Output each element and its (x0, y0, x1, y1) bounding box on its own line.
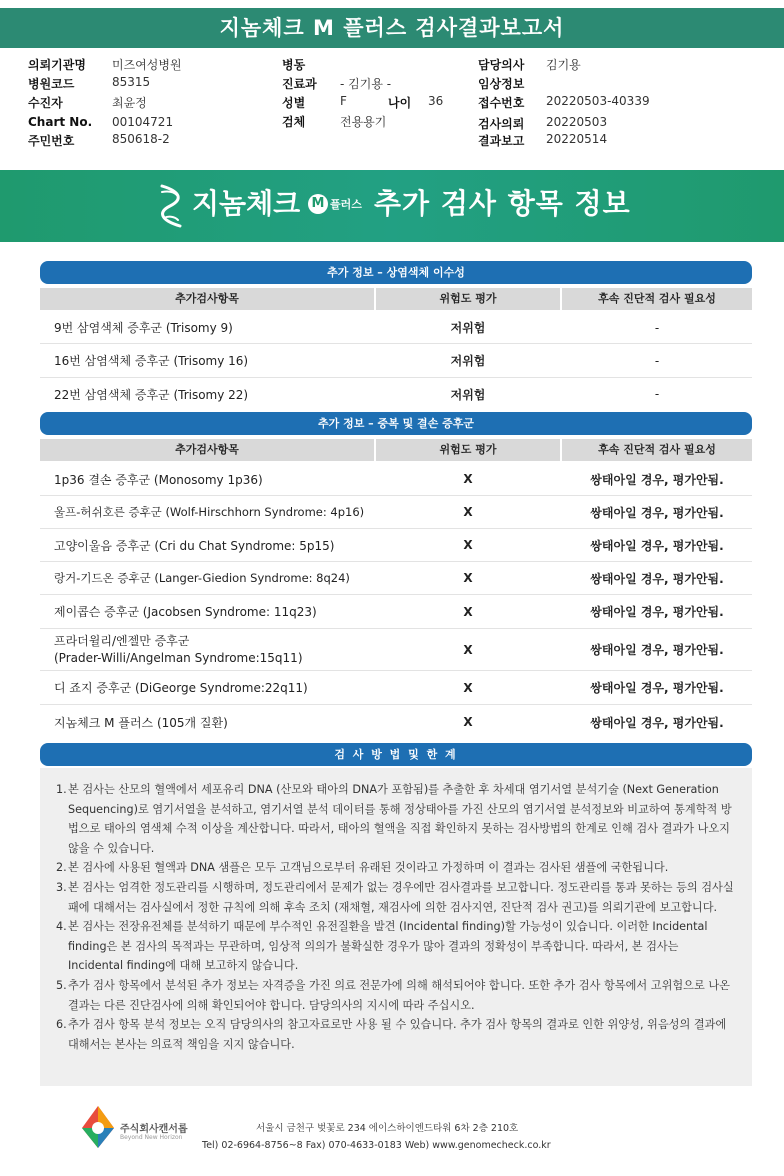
dept-label: 진료과 (282, 77, 317, 91)
row-followup: 쌍태아일 경우, 평가안됨. (590, 605, 724, 619)
chart-label: Chart No. (28, 115, 93, 129)
method-item: 4. 본 검사는 전장유전체를 분석하기 때문에 부수적인 유전질환을 발견 (Incidental finding)할 가능성이 있습니다. 이러한 Incidental finding은 본 검사의 목적과는 무관하며, 임상적 의의가 불확실한 경우가 많아 결과의 정확성이 부족합니다. 따라서, 본 검사는 Incidental finding에 대해 보고하지 않습니다. (56, 920, 708, 973)
row-item-sub: (Prader-Willi/Angelman Syndrome:15q11) (54, 650, 303, 665)
row-item: 22번 삼염색체 증후군 (Trisomy 22) (54, 387, 249, 402)
patient-info (0, 56, 784, 152)
row-risk: X (463, 571, 473, 585)
row-risk: X (463, 680, 473, 695)
resident-label: 주민번호 (28, 134, 75, 148)
row-followup: 쌍태아일 경우, 평가안됨. (590, 538, 724, 553)
table-row (40, 312, 752, 344)
method-item: 2. 본 검사에 사용된 혈액과 DNA 샘플은 모두 고객님으로부터 유래된 것이라고 가정하며 이 결과는 검사된 샘플에 국한됩니다. (56, 861, 669, 875)
report-date-label: 결과보고 (478, 134, 525, 148)
row-risk: X (463, 715, 473, 729)
header-item: 추가검사항목 (175, 292, 239, 305)
method-item: 5. 추가 검사 항목에서 분석된 추가 정보는 자격증을 가진 의료 전문가에 의해 해석되어야 합니다. 또한 추가 검사 항목에서 고위험으로 나온 결과는 다른 진단검사에 의해 확인되어야 합니다. 담당의사의 지시에 따라 주십시오. (56, 978, 730, 1012)
receipt-label: 접수번호 (478, 96, 525, 110)
sex-label: 성별 (282, 96, 306, 110)
method-item: 3. 본 검사는 엄격한 정도관리를 시행하며, 정도관리에서 문제가 없는 경우에만 검사결과를 보고합니다. 정도관리를 통과 못하는 등의 검사실패에 대해서는 검사실에서 정한 규칙에 의해 후속 조치 (재채혈, 재검사에 의한 검사지연, 진단적 검사 권고)를 의뢰기관에 보고합니다. (56, 880, 734, 914)
receipt-value: 20220503-40339 (546, 94, 650, 108)
chart-value: 00104721 (112, 115, 174, 129)
row-item: 제이콥슨 증후군 (Jacobsen Syndrome: 11q23) (54, 605, 317, 619)
row-followup: 쌍태아일 경우, 평가안됨. (590, 505, 724, 520)
row-followup: - (654, 387, 660, 401)
header-risk: 위험도 평가 (439, 292, 497, 305)
report-title: 지놈체크 M 플러스 검사결과보고서 (0, 8, 784, 48)
ward-label: 병동 (282, 58, 306, 72)
section1-title: 추가 정보 – 상염색체 이수성 (40, 261, 752, 284)
row-item: 고양이울음 증후군 (Cri du Chat Syndrome: 5p15) (54, 538, 335, 553)
methods-list (40, 768, 752, 1054)
table-row (40, 496, 752, 529)
header-followup: 후속 진단적 검사 필요성 (598, 443, 716, 456)
doctor-value: 김기용 (546, 58, 581, 72)
table-row (40, 378, 752, 410)
row-risk: X (463, 604, 473, 619)
table-row (40, 463, 752, 496)
method-item: 6. 추가 검사 항목 분석 정보는 오직 담당의사의 참고자료로만 사용 될 수 있습니다. 추가 검사 항목의 결과로 인한 위양성, 위음성의 결과에 대해서는 본사는 의료적 책임을 지지 않습니다. (56, 1018, 727, 1051)
row-risk: X (463, 538, 473, 552)
row-risk: X (463, 472, 473, 486)
request-label: 검사의뢰 (478, 117, 525, 131)
method-text: 추가 검사 항목에서 분석된 추가 정보는 자격증을 가진 의료 전문가에 의해 해석되어야 합니다. 또한 추가 검사 항목에서 고위험으로 나온 결과는 다른 진단검사에 의해 확인되어야 합니다. 담당의사의 지시에 따라 주십시오. (68, 978, 730, 1012)
method-item: 1. 본 검사는 산모의 혈액에서 세포유리 DNA (산모와 태아의 DNA가 포함됨)를 추출한 후 차세대 염기서열 분석기술 (Next Generation Sequencing)로 염기서열을 분석하고, 염기서열 분석 데이터를 통해 정상태아를 가진 산모의 염기서열 분석정보와 비교하여 통계학적 방법으로 태아의 염색체 수적 이상을 계산합니다. 따라서, 태아의 혈액을 직접 확인하지 못하는 검사방법의 한계로 인해 검사 결과가 나오지 않을 수 있습니다. (56, 783, 732, 855)
specimen-value: 전용용기 (340, 115, 387, 129)
age-label: 나이 (388, 96, 412, 110)
methods-box (40, 768, 752, 1086)
method-text: 본 검사는 엄격한 정도관리를 시행하며, 정도관리에서 문제가 없는 경우에만 검사결과를 보고합니다. 정도관리를 통과 못하는 등의 검사실패에 대해서는 검사실에서 정한 규칙에 의해 후속 조치 (재채혈, 재검사에 의한 검사지연, 진단적 검사 권고)를 의뢰기관에 보고합니다. (68, 880, 734, 914)
row-followup: 쌍태아일 경우, 평가안됨. (590, 571, 724, 586)
request-value: 20220503 (546, 115, 608, 129)
method-text: 추가 검사 항목 분석 정보는 오직 담당의사의 참고자료로만 사용 될 수 있습니다. 추가 검사 항목의 결과로 인한 위양성, 위음성의 결과에 대해서는 본사는 의료적 책임을 지지 않습니다. (68, 1018, 727, 1051)
row-followup: - (654, 353, 660, 368)
banner-brand: 지놈체크 (192, 187, 301, 220)
company-tagline: Beyond New Horizon (120, 1134, 183, 1141)
company-name: 주식회사캔서롭 (120, 1124, 188, 1135)
row-risk: 저위험 (450, 321, 486, 335)
banner-m-badge: M (308, 194, 328, 214)
resident-value: 850618-2 (112, 132, 170, 146)
row-item: 디 죠지 증후군 (DiGeorge Syndrome:22q11) (54, 681, 308, 695)
table-row (40, 344, 752, 378)
patient-label: 수진자 (28, 96, 63, 110)
row-item: 지놈체크 M 플러스 (105개 질환) (54, 715, 228, 730)
row-item: 1p36 결손 증후군 (Monosomy 1p36) (54, 472, 263, 487)
institution-label: 의뢰기관명 (28, 58, 86, 72)
patient-value: 최윤정 (112, 96, 147, 110)
report-date-value: 20220514 (546, 132, 608, 146)
row-risk: 저위험 (450, 387, 486, 402)
method-text: 본 검사에 사용된 혈액과 DNA 샘플은 모두 고객님으로부터 유래된 것이라고 가정하며 이 결과는 검사된 샘플에 국한됩니다. (68, 861, 669, 875)
table-row (40, 562, 752, 595)
dept-value: - 김기용 - (340, 77, 392, 91)
table-row (40, 529, 752, 562)
table-row (40, 629, 752, 671)
row-followup: 쌍태아일 경우, 평가안됨. (590, 472, 724, 487)
banner-heading: 추가 검사 항목 정보 (374, 187, 631, 220)
header-followup: 후속 진단적 검사 필요성 (598, 292, 716, 305)
header-item: 추가검사항목 (175, 443, 239, 456)
hospital-code-label: 병원코드 (28, 77, 75, 91)
sex-value: F (340, 94, 347, 108)
table-row (40, 705, 752, 739)
row-risk: X (463, 642, 473, 657)
methods-title: 검 사 방 법 및 한 계 (40, 743, 752, 766)
section2-title: 추가 정보 – 중복 및 결손 증후군 (40, 412, 752, 435)
method-text: 본 검사는 전장유전체를 분석하기 때문에 부수적인 유전질환을 발견 (Incidental finding)할 가능성이 있습니다. 이러한 Incidental finding은 본 검사의 목적과는 무관하며, 임상적 의의가 불확실한 경우가 많아 결과의 정확성이 부족합니다. 따라서, 본 검사는 Incidental finding에 대해 보고하지 않습니다. (68, 920, 708, 973)
company-contact: Tel) 02-6964-8756~8 Fax) 070-4633-0183 Web) www.genomecheck.co.kr (202, 1140, 551, 1151)
product-banner (0, 170, 784, 242)
row-followup: 쌍태아일 경우, 평가안됨. (590, 715, 724, 730)
row-item: 9번 삼염색체 증후군 (Trisomy 9) (54, 321, 233, 335)
row-followup: 쌍태아일 경우, 평가안됨. (590, 681, 724, 695)
row-followup: 쌍태아일 경우, 평가안됨. (590, 643, 724, 657)
row-item: 랑거-기드온 증후군 (Langer-Giedion Syndrome: 8q24) (54, 571, 350, 585)
doctor-label: 담당의사 (478, 58, 525, 72)
row-item-multiline (54, 629, 374, 670)
institution-value: 미즈여성병원 (112, 58, 182, 72)
clinical-label: 임상정보 (478, 77, 525, 91)
method-text: 본 검사는 산모의 혈액에서 세포유리 DNA (산모와 태아의 DNA가 포함됨)를 추출한 후 차세대 염기서열 분석기술 (Next Generation Sequencing)로 염기서열을 분석하고, 염기서열 분석 데이터를 통해 정상태아를 가진 산모의 염기서열 분석정보와 비교하여 통계학적 방법으로 태아의 염색체 수적 이상을 계산합니다. 따라서, 태아의 혈액을 직접 확인하지 못하는 검사방법의 한계로 인해 검사 결과가 나오지 않을 수 있습니다. (68, 783, 732, 855)
row-risk: X (463, 505, 473, 519)
table-row (40, 671, 752, 705)
table-header (40, 288, 752, 310)
specimen-label: 검체 (282, 115, 306, 129)
hospital-code-value: 85315 (112, 75, 151, 89)
header-risk: 위험도 평가 (439, 443, 497, 456)
row-followup: - (654, 320, 660, 335)
row-item: 울프-허쉬호른 증후군 (Wolf-Hirschhorn Syndrome: 4p16) (54, 505, 365, 519)
company-logo-icon (80, 1104, 116, 1150)
row-item: 16번 삼염색체 증후군 (Trisomy 16) (54, 354, 249, 368)
company-address: 서울시 금천구 벚꽃로 234 에이스하이엔드타워 6차 2층 210호 (256, 1123, 519, 1134)
footer (0, 1100, 784, 1160)
age-value: 36 (428, 94, 444, 108)
table-row (40, 595, 752, 629)
table-header (40, 439, 752, 461)
row-item: 프라더윌리/엔젤만 증후군 (54, 633, 190, 648)
row-risk: 저위험 (450, 354, 486, 368)
dna-logo-icon (156, 182, 186, 230)
banner-plus: 플러스 (330, 198, 362, 211)
